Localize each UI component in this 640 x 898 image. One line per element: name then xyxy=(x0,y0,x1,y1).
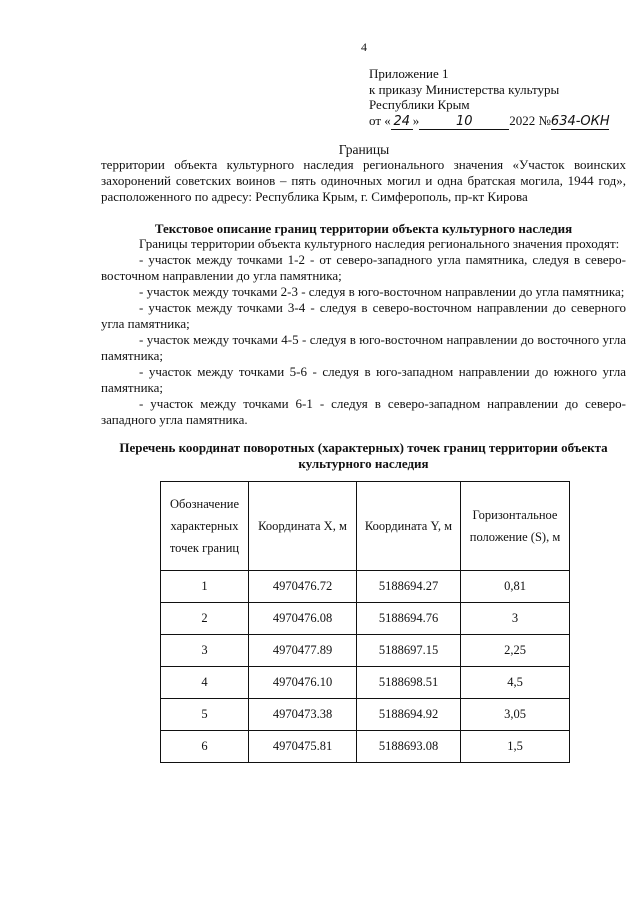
description-intro: Границы территории объекта культурного наследия регионального значения проходят: xyxy=(139,236,620,251)
header-line: Горизонтальное xyxy=(472,508,558,522)
cell-y: 5188694.27 xyxy=(357,571,461,603)
description-body xyxy=(101,236,626,428)
description-item: - участок между точками 5-6 - следуя в юго-западном направлении до южного угла памятника; xyxy=(101,364,626,395)
date-mid: » xyxy=(412,112,420,128)
appendix-line-1: Приложение 1 xyxy=(369,66,449,81)
header-coordinate-x: Координата X, м xyxy=(249,482,357,571)
date-month: 10 xyxy=(455,113,473,129)
cell-point: 4 xyxy=(161,667,249,699)
cell-y: 5188698.51 xyxy=(357,667,461,699)
table-row xyxy=(161,571,570,603)
cell-y: 5188693.08 xyxy=(357,731,461,763)
cell-y: 5188697.15 xyxy=(357,635,461,667)
cell-point: 5 xyxy=(161,699,249,731)
description-item: - участок между точками 4-5 - следуя в юго-восточном направлении до восточного угла памятника; xyxy=(101,332,626,363)
coordinates-heading: Перечень координат поворотных (характерных) точек границ территории объекта культурного наследия xyxy=(119,440,608,471)
cell-point: 3 xyxy=(161,635,249,667)
cell-point: 2 xyxy=(161,603,249,635)
date-day: 24 xyxy=(393,113,411,129)
appendix-line-3: Республики Крым xyxy=(369,97,470,112)
coordinates-table xyxy=(160,481,570,763)
header-line: Обозначение xyxy=(169,497,240,511)
cell-x: 4970477.89 xyxy=(249,635,357,667)
date-year: 2022 № xyxy=(509,112,551,128)
header-coordinate-y: Координата Y, м xyxy=(357,482,461,571)
cell-s: 4,5 xyxy=(461,667,570,699)
appendix-line-2: к приказу Министерства культуры xyxy=(369,81,560,97)
cell-point: 6 xyxy=(161,731,249,763)
cell-point: 1 xyxy=(161,571,249,603)
description-item: - участок между точками 6-1 - следуя в северо-западном направлении до северо-западного угла памятника. xyxy=(101,396,626,427)
header-horizontal-position xyxy=(461,482,570,571)
order-date-line xyxy=(369,113,609,131)
header-line: положение (S), м xyxy=(469,530,561,544)
cell-y: 5188694.76 xyxy=(357,603,461,635)
date-prefix: от « xyxy=(369,112,391,128)
page-number: 4 xyxy=(361,40,367,54)
cell-x: 4970473.38 xyxy=(249,699,357,731)
header-line: характерных xyxy=(170,519,239,533)
description-item: - участок между точками 2-3 - следуя в юго-восточном направлении до угла памятника; xyxy=(139,284,625,299)
header-point-designation xyxy=(161,482,249,571)
cell-x: 4970476.10 xyxy=(249,667,357,699)
description-item: - участок между точками 1-2 - от северо-западного угла памятника, следуя в северо-восточном направлении до угла памятника; xyxy=(101,252,626,283)
cell-s: 3 xyxy=(461,603,570,635)
table-row xyxy=(161,699,570,731)
description-heading: Текстовое описание границ территории объекта культурного наследия xyxy=(154,221,573,236)
header-line: точек границ xyxy=(169,541,240,555)
cell-s: 1,5 xyxy=(461,731,570,763)
cell-x: 4970476.72 xyxy=(249,571,357,603)
cell-x: 4970476.08 xyxy=(249,603,357,635)
table-row xyxy=(161,731,570,763)
table-row xyxy=(161,603,570,635)
order-number: 634-ОКН xyxy=(550,113,610,129)
table-row xyxy=(161,635,570,667)
document-title: Границы xyxy=(338,142,390,157)
appendix-block xyxy=(369,66,609,130)
cell-s: 0,81 xyxy=(461,571,570,603)
cell-s: 2,25 xyxy=(461,635,570,667)
cell-y: 5188694.92 xyxy=(357,699,461,731)
cell-x: 4970475.81 xyxy=(249,731,357,763)
table-row xyxy=(161,667,570,699)
description-item: - участок между точками 3-4 - следуя в северо-восточном направлении до северного угла памятника; xyxy=(101,300,626,331)
table-header-row xyxy=(161,482,570,571)
cell-s: 3,05 xyxy=(461,699,570,731)
document-subtitle: территории объекта культурного наследия регионального значения «Участок воинских захоронений советских воинов – пять одиночных могил и одна братская могила, 1944 год», расположенного по адресу: Республика Крым, г. Симферополь, пр-кт Кирова xyxy=(101,157,626,204)
